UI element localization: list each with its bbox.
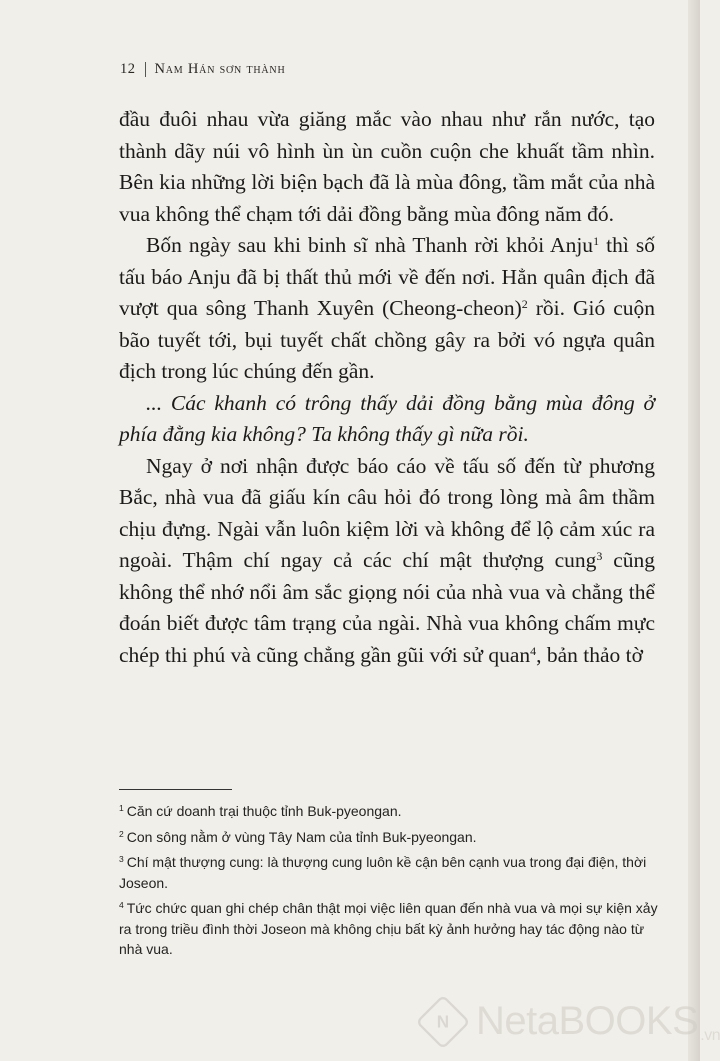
footnote-3: $^3$ Chí mật thượng cung: là thượng cung luôn kề cận bên cạnh vua trong đại điện, thời Joseon. bbox=[119, 854, 647, 891]
footnote-ref-3: 3 bbox=[596, 549, 603, 563]
footnote-ref-1: 1 bbox=[593, 234, 600, 248]
footnote-4: $^4$ Tức chức quan ghi chép chân thật mọi việc liên quan đến nhà vua và mọi sự kiện xảy ra trong triều đình thời Joseon mà không chịu bất kỳ ảnh hưởng hay tác động nào từ nhà vua. bbox=[119, 900, 658, 957]
watermark-brand: NetaBOOKS bbox=[476, 999, 699, 1043]
page-edge-shadow bbox=[688, 0, 700, 1061]
body-text bbox=[119, 104, 655, 671]
header-divider bbox=[145, 62, 146, 77]
footnote-2: $^2$ Con sông nằm ở vùng Tây Nam của tỉnh Buk-pyeongan. bbox=[119, 828, 477, 845]
page-number: 12 bbox=[120, 61, 136, 77]
footnote-rule bbox=[119, 789, 232, 790]
paragraph-4: Ngay ở nơi nhận được báo cáo về tấu số đến từ phương Bắc, nhà vua đã giấu kín câu hỏi đó trong lòng mà âm thầm chịu đựng. Ngài vẫn luôn kiệm lời và không để lộ cảm xúc ra ngoài. Thậm chí ngay cả các chí mật thượng cung$^3$ cũng không thể nhớ nổi âm sắc giọng nói của nhà vua và chẳng thể đoán biết được tâm trạng của ngài. Nhà vua không chấm mực chép thi phú và cũng chẳng gần gũi với sử quan$^4$, bản thảo tờ bbox=[119, 453, 655, 667]
footnotes bbox=[119, 801, 659, 965]
footnote-ref-2: 2 bbox=[521, 297, 528, 311]
running-header bbox=[120, 61, 285, 78]
paragraph-3-quote: ... Các khanh có trông thấy dải đồng bằng mùa đông ở phía đằng kia không? Ta không thấy gì nữa rồi. bbox=[119, 390, 655, 446]
netabooks-logo-icon: N bbox=[415, 994, 470, 1049]
netabooks-watermark bbox=[418, 997, 720, 1047]
footnote-ref-4: 4 bbox=[530, 643, 537, 658]
watermark-suffix: .vn bbox=[700, 1027, 720, 1044]
footnote-1: $^1$ Căn cứ doanh trại thuộc tỉnh Buk-pyeongan. bbox=[119, 803, 402, 819]
book-title: Nam Hán sơn thành bbox=[154, 61, 286, 77]
paragraph-1: đầu đuôi nhau vừa giăng mắc vào nhau như rắn nước, tạo thành dãy núi vô hình ùn ùn cuồn cuộn che khuất tầm nhìn. Bên kia những lời biện bạch đã là mùa đông, tầm mắt của nhà vua không thể chạm tới dải đồng bằng mùa đông năm đó. bbox=[119, 107, 655, 226]
paragraph-2: Bốn ngày sau khi binh sĩ nhà Thanh rời khỏi Anju$^1$ thì số tấu báo Anju đã bị thất thủ mới về đến nơi. Hẳn quân địch đã vượt qua sông Thanh Xuyên (Cheong-cheon)$^2$ rồi. Gió cuộn bão tuyết tới, bụi tuyết chất chồng gây ra bởi vó ngựa quân địch trong lúc chúng đến gần. bbox=[119, 233, 655, 383]
